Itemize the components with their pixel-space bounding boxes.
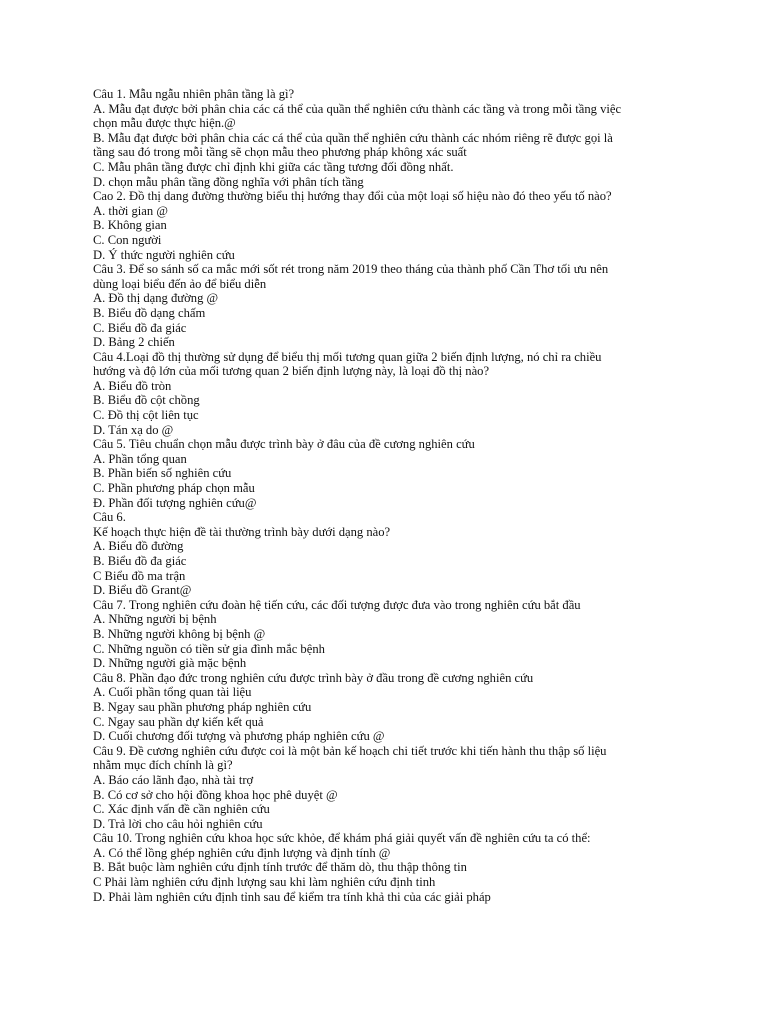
- text-line: D. Cuối chương đối tượng và phương pháp nghiên cứu @: [93, 729, 385, 744]
- text-line: Câu 9. Đề cương nghiên cứu được coi là một bản kế hoạch chi tiết trước khi tiến hành thu thập số liệu: [93, 743, 607, 758]
- text-line: C. Phần phương pháp chọn mẫu: [93, 481, 255, 496]
- text-line: hướng và độ lớn của mối tương quan 2 biến định lượng này, là loại đồ thị nào?: [93, 364, 490, 379]
- text-line: B. Bắt buộc làm nghiên cứu định tính trước để thăm dò, thu thập thông tin: [93, 860, 467, 875]
- text-line: C Phải làm nghiên cứu định lượng sau khi làm nghiên cứu định tinh: [93, 875, 436, 890]
- text-line: D. Tán xạ do @: [93, 422, 174, 437]
- text-line: A. Cuối phần tổng quan tài liệu: [93, 685, 252, 700]
- text-line: C. Mẫu phân tầng được chỉ định khi giữa các tầng tương đối đồng nhất.: [93, 159, 454, 174]
- text-line: C. Những nguồn có tiền sử gia đình mắc bệnh: [93, 641, 325, 656]
- text-line: C Biểu đồ ma trận: [93, 568, 186, 583]
- text-line: Câu 5. Tiêu chuẩn chọn mẫu được trình bày ở đâu của đề cương nghiên cứu: [93, 437, 475, 452]
- text-line: A. Mẫu đạt được bởi phân chia các cá thể của quần thể nghiên cứu thành các tầng và trong mỗi tầng việc: [93, 101, 622, 116]
- text-line: B. Biểu đồ cột chồng: [93, 393, 200, 408]
- text-line: A. Biểu đồ tròn: [93, 378, 172, 393]
- text-line: A. Đồ thị dạng đường @: [93, 291, 219, 306]
- text-line: Câu 10. Trong nghiên cứu khoa học sức khỏe, để khám phá giải quyết vấn đề nghiên cứu ta có thể:: [93, 831, 591, 846]
- text-line: chọn mẫu được thực hiện.@: [93, 116, 236, 131]
- document-page: [93, 87, 693, 904]
- text-line: D. Những người già mặc bệnh: [93, 656, 247, 671]
- text-line: A. Có thể lồng ghép nghiên cứu định lượng và định tính @: [93, 845, 391, 860]
- text-line: B. Phần biến số nghiên cứu: [93, 466, 232, 481]
- text-line: D. chọn mẫu phân tầng đồng nghĩa với phân tích tầng: [93, 174, 364, 189]
- text-line: B. Những người không bị bệnh @: [93, 626, 266, 641]
- text-line: C. Biểu đồ đa giác: [93, 320, 187, 335]
- text-line: A. Phần tổng quan: [93, 451, 187, 466]
- text-line: B. Không gian: [93, 218, 167, 233]
- text-line: C. Con người: [93, 232, 162, 247]
- text-line: Câu 6.: [93, 510, 126, 525]
- text-line: nhằm mục đích chính là gì?: [93, 758, 233, 773]
- text-line: B. Biểu đồ đa giác: [93, 554, 187, 568]
- text-line: tầng sau đó trong mỗi tầng sẽ chọn mẫu theo phương pháp không xác suất: [93, 145, 467, 160]
- text-line: B. Có cơ sở cho hội đồng khoa học phê duyệt @: [93, 787, 338, 802]
- text-line: A. Biểu đồ đường: [93, 539, 184, 554]
- text-line: Câu 3. Để so sánh số ca mắc mới sốt rét trong năm 2019 theo tháng của thành phố Cần Thơ tối ưu nên: [93, 262, 609, 277]
- text-line: C. Xác định vấn đề cần nghiên cứu: [93, 802, 270, 817]
- text-line: Cao 2. Đồ thị dang đường thường biểu thị hướng thay đổi của một loại số hiệu nào đó theo yếu tố nào?: [93, 189, 612, 204]
- text-line: Câu 8. Phần đạo đức trong nghiên cứu được trình bày ở đầu trong đề cương nghiên cứu: [93, 670, 534, 685]
- text-line: D. Phải làm nghiên cứu định tỉnh sau để kiểm tra tính khả thi của các giải pháp: [93, 889, 491, 904]
- text-line: Câu 7. Trong nghiên cứu đoàn hệ tiến cứu, các đối tượng được đưa vào trong nghiên cứu bắt đầu: [93, 597, 581, 612]
- text-line: D. Biểu đồ Grant@: [93, 583, 192, 598]
- text-line: C. Đồ thị cột liên tục: [93, 408, 199, 423]
- text-line: Kế hoạch thực hiện đề tài thường trình bày dưới dạng nào?: [93, 524, 391, 539]
- text-line: D. Trả lời cho câu hỏi nghiên cứu: [93, 816, 263, 831]
- text-line: A. Báo cáo lãnh đạo, nhà tài trợ: [93, 772, 254, 787]
- text-line: B. Ngay sau phần phương pháp nghiên cứu: [93, 699, 312, 714]
- text-line: A. thời gian @: [93, 203, 168, 218]
- text-line: B. Biểu đồ dạng chấm: [93, 305, 206, 320]
- text-line: Câu 1. Mẫu ngẫu nhiên phân tầng là gì?: [93, 87, 295, 101]
- text-line: Câu 4.Loại đồ thị thường sử dụng để biểu thị mối tương quan giữa 2 biến định lượng, nó chỉ ra chiều: [93, 349, 602, 364]
- text-line: C. Ngay sau phần dự kiến kết quả: [93, 714, 264, 729]
- text-line: A. Những người bị bệnh: [93, 612, 217, 627]
- text-line: D. Ý thức người nghiên cứu: [93, 247, 235, 262]
- text-line: D. Bảng 2 chiến: [93, 335, 175, 350]
- text-line: Đ. Phần đối tượng nghiên cứu@: [93, 495, 257, 510]
- text-line: dùng loại biểu đến ảo để biểu diễn: [93, 276, 267, 291]
- text-line: B. Mẫu đạt được bởi phân chia các cá thể của quần thể nghiên cứu thành các nhóm riêng rẽ được gọi là: [93, 130, 613, 145]
